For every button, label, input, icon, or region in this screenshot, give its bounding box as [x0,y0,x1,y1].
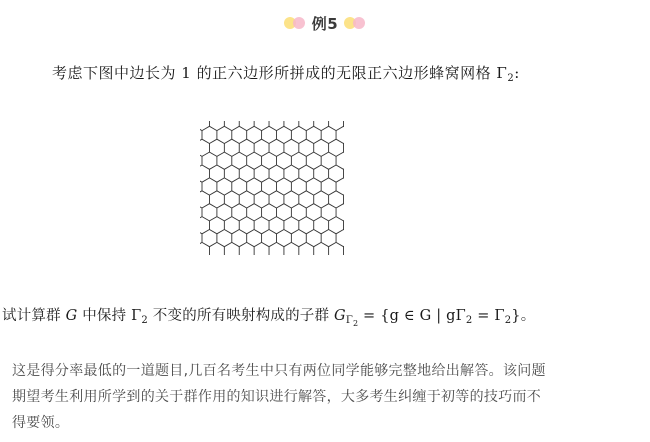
lattice-edge [329,204,336,208]
pink-dot-icon [353,17,365,29]
lattice-edge [224,165,231,169]
lattice-edge [209,217,216,221]
lattice-edge [314,139,321,143]
lattice-edge [224,217,231,221]
lattice-edge [196,191,202,195]
lattice-edge [291,204,298,208]
lattice-edge [284,242,291,246]
lattice-edge [314,230,321,234]
lattice-edge [276,191,283,195]
lattice-edge [239,126,246,130]
lattice-edge [224,204,231,208]
lattice-edge [202,230,209,234]
lattice-edge [329,178,336,182]
lattice-edge [247,191,254,195]
lattice-edge [224,230,231,234]
lattice-edge [262,191,269,195]
lattice-edge [336,126,343,130]
lattice-edge [254,165,261,169]
lattice-edge [344,217,348,221]
lattice-edge [276,165,283,169]
lattice-edge [217,242,224,246]
lattice-edge [321,152,328,156]
side-length-number: 1 [181,64,192,82]
lattice-edge [224,191,231,195]
lattice-edge [239,255,246,258]
question-text-3: 不变的所有映射构成的子群 [152,308,330,324]
lattice-edge [254,152,261,156]
lattice-edge [269,217,276,221]
lattice-edge [196,217,202,221]
lattice-edge [329,152,336,156]
lattice-edge [344,126,348,130]
lattice-edge [284,152,291,156]
lattice-edge [344,204,348,208]
lattice-edge [291,242,298,246]
lattice-edge [239,178,246,182]
lattice-edge [284,178,291,182]
lattice-edge [269,178,276,182]
lattice-edge [291,178,298,182]
lattice-edge [336,178,343,182]
lattice-edge [336,255,343,258]
lattice-edge [276,139,283,143]
lattice-edge [336,242,343,246]
lattice-edge [306,165,313,169]
subgroup-formula: $G_{\Gamma_2} = \{g$ ∈ G | $g\Gamma_2 = \Gamma_2$}。 [334,308,536,328]
lattice-edge [284,191,291,195]
lattice-edge [209,242,216,246]
lattice-edge [291,230,298,234]
lattice-edge [202,204,209,208]
lattice-edge [202,191,209,195]
lattice-edge [299,204,306,208]
lattice-edge [254,255,261,258]
lattice-edge [321,139,328,143]
lattice-edge [262,204,269,208]
lattice-edge [276,230,283,234]
lattice-edge [209,191,216,195]
lattice-edge [224,126,231,130]
lattice-edge [344,191,348,195]
lattice-edge [291,126,298,130]
lattice-edge [247,126,254,130]
lattice-edge [217,178,224,182]
lattice-edge [321,204,328,208]
lattice-edge [247,178,254,182]
lattice-edge [254,242,261,246]
lattice-edge [196,165,202,169]
lattice-edge [276,242,283,246]
hexagonal-lattice-figure [196,118,348,258]
lattice-edge [269,191,276,195]
lattice-edge [269,255,276,258]
lattice-edge [306,139,313,143]
lattice-edge [232,230,239,234]
lattice-edge [262,242,269,246]
lattice-edge [202,255,209,258]
lattice-edge [306,126,313,130]
lattice-edge [232,204,239,208]
lattice-edge [276,217,283,221]
lattice-edge [232,255,239,258]
lattice-edge [217,152,224,156]
lattice-edge [284,165,291,169]
example-title: 例5 [311,14,339,33]
lattice-edge [336,230,343,234]
lattice-edge [224,152,231,156]
lattice-edge [217,255,224,258]
lattice-edge [262,126,269,130]
lattice-edge [196,152,202,156]
lattice-edge [247,255,254,258]
question-text-2: 中保持 [82,308,127,324]
lattice-edge [314,178,321,182]
lattice-edge [196,242,202,246]
lattice-edge [209,139,216,143]
lattice-edge [196,204,202,208]
lattice-edge [329,191,336,195]
lattice-edge [232,242,239,246]
lattice-edge [209,152,216,156]
lattice-edge [276,178,283,182]
lattice-edge [232,191,239,195]
lattice-edge [202,242,209,246]
problem-statement [52,62,520,84]
lattice-edge [344,255,348,258]
lattice-edge [217,139,224,143]
lattice-edge [232,178,239,182]
question-text-1: 试计算群 [2,308,61,324]
lattice-edge [276,255,283,258]
lattice-edge [344,139,348,143]
lattice-edge [202,178,209,182]
lattice-edge [269,204,276,208]
lattice-edge [336,204,343,208]
lattice-edge [239,191,246,195]
lattice-edge [336,191,343,195]
lattice-edge [269,230,276,234]
lattice-edge [299,191,306,195]
lattice-edge [329,255,336,258]
intro-text-middle: 的正六边形所拼成的无限正六边形蜂窝网格 [196,64,492,82]
right-decoration-dots-icon [344,16,366,30]
lattice-edge [299,230,306,234]
lattice-edges [196,118,348,258]
lattice-edge [314,152,321,156]
left-decoration-dots-icon [284,16,306,30]
lattice-edge [239,230,246,234]
lattice-edge [314,191,321,195]
question-statement [2,304,535,328]
lattice-edge [196,255,202,258]
lattice-edge [344,165,348,169]
lattice-edge [262,165,269,169]
lattice-edge [299,242,306,246]
lattice-edge [329,126,336,130]
lattice-edge [276,126,283,130]
lattice-edge [284,255,291,258]
lattice-edge [314,165,321,169]
lattice-edge [344,230,348,234]
lattice-edge [321,126,328,130]
lattice-edge [299,178,306,182]
commentary-paragraph [12,358,642,436]
lattice-edge [262,139,269,143]
lattice-edge [321,178,328,182]
lattice-edge [291,255,298,258]
lattice-edge [276,204,283,208]
lattice-edge [306,230,313,234]
lattice-edge [329,139,336,143]
lattice-edge [336,152,343,156]
lattice-edge [232,152,239,156]
pink-dot-icon [293,17,305,29]
lattice-edge [209,204,216,208]
lattice-edge [232,126,239,130]
lattice-edge [291,139,298,143]
lattice-edge [209,230,216,234]
commentary-line-1: 这是得分率最低的一道题目,几百名考生中只有两位同学能够完整地给出解答。该问题 [12,363,546,379]
lattice-edge [306,152,313,156]
lattice-edge [202,165,209,169]
lattice-edge [314,242,321,246]
lattice-edge [299,165,306,169]
lattice-edge [336,165,343,169]
commentary-line-2: 期望考生利用所学到的关于群作用的知识进行解答，大多考生纠缠于初等的技巧而不 [12,389,542,405]
lattice-edge [217,217,224,221]
lattice-edge [239,165,246,169]
lattice-edge [232,165,239,169]
lattice-edge [254,126,261,130]
lattice-edge [284,126,291,130]
lattice-edge [209,255,216,258]
intro-colon: : [514,64,520,82]
lattice-edge [217,204,224,208]
lattice-edge [239,139,246,143]
commentary-line-3: 得要领。 [12,415,70,431]
lattice-symbol: $\Gamma_2$ [496,64,515,84]
lattice-edge [262,230,269,234]
lattice-edge [239,242,246,246]
lattice-edge [329,242,336,246]
lattice-edge [284,204,291,208]
lattice-edge [321,242,328,246]
lattice-edge [202,126,209,130]
lattice-edge [269,242,276,246]
lattice-edge [217,165,224,169]
lattice-edge [336,139,343,143]
lattice-edge [209,165,216,169]
lattice-edge [239,217,246,221]
lattice-edge [314,204,321,208]
intro-text-prefix: 考虑下图中边长为 [52,64,177,82]
lattice-edge [284,217,291,221]
lattice-edge [321,255,328,258]
lattice-edge [202,139,209,143]
group-symbol: G [65,308,78,324]
lattice-edge [247,165,254,169]
lattice-edge [217,230,224,234]
lattice-edge [196,178,202,182]
lattice-edge [299,126,306,130]
lattice-edge [329,217,336,221]
lattice-edge [224,178,231,182]
lattice-edge [209,126,216,130]
lattice-edge [254,178,261,182]
lattice-edge [217,126,224,130]
lattice-edge [239,204,246,208]
lattice-edge [291,165,298,169]
lattice-edge [284,139,291,143]
lattice-edge [224,139,231,143]
lattice-edge [284,230,291,234]
lattice-edge [306,217,313,221]
lattice-edge [217,191,224,195]
lattice-edge [299,152,306,156]
lattice-edge [254,204,261,208]
lattice-edge [314,255,321,258]
lattice-edge [202,152,209,156]
lattice-edge [299,255,306,258]
lattice-edge [196,230,202,234]
lattice-edge [336,217,343,221]
lattice-edge [224,242,231,246]
lattice-edge [247,242,254,246]
lattice-edge [291,217,298,221]
lattice-edge [306,191,313,195]
lattice-edge [314,126,321,130]
lattice-edge [209,178,216,182]
lattice-edge [202,217,209,221]
example-header [0,11,650,35]
lattice-edge [299,139,306,143]
lattice-edge [247,204,254,208]
lattice-edge [262,152,269,156]
lattice-edge [306,178,313,182]
lattice-edge [232,139,239,143]
lattice-edge [262,255,269,258]
lattice-edge [262,178,269,182]
lattice-edge [262,217,269,221]
lattice-edge [276,152,283,156]
lattice-edge [321,230,328,234]
lattice-edge [247,230,254,234]
lattice-edge [254,139,261,143]
lattice-edge [196,126,202,130]
lattice-edge [247,217,254,221]
lattice-edge [306,204,313,208]
lattice-edge [196,139,202,143]
lattice-edge [247,152,254,156]
lattice-edge [321,217,328,221]
lattice-symbol-inline: $\Gamma_2$ [131,308,148,326]
lattice-edge [254,217,261,221]
lattice-edge [329,230,336,234]
lattice-edge [306,255,313,258]
lattice-edge [232,217,239,221]
lattice-edge [269,165,276,169]
lattice-edge [314,217,321,221]
lattice-edge [306,242,313,246]
lattice-edge [291,191,298,195]
lattice-edge [321,191,328,195]
lattice-edge [254,191,261,195]
lattice-edge [291,152,298,156]
lattice-edge [344,178,348,182]
lattice-edge [344,152,348,156]
lattice-edge [299,217,306,221]
lattice-edge [269,152,276,156]
lattice-edge [344,242,348,246]
lattice-edge [254,230,261,234]
lattice-edge [269,126,276,130]
lattice-edge [239,152,246,156]
lattice-edge [224,255,231,258]
lattice-edge [269,139,276,143]
lattice-edge [247,139,254,143]
lattice-edge [329,165,336,169]
lattice-edge [321,165,328,169]
